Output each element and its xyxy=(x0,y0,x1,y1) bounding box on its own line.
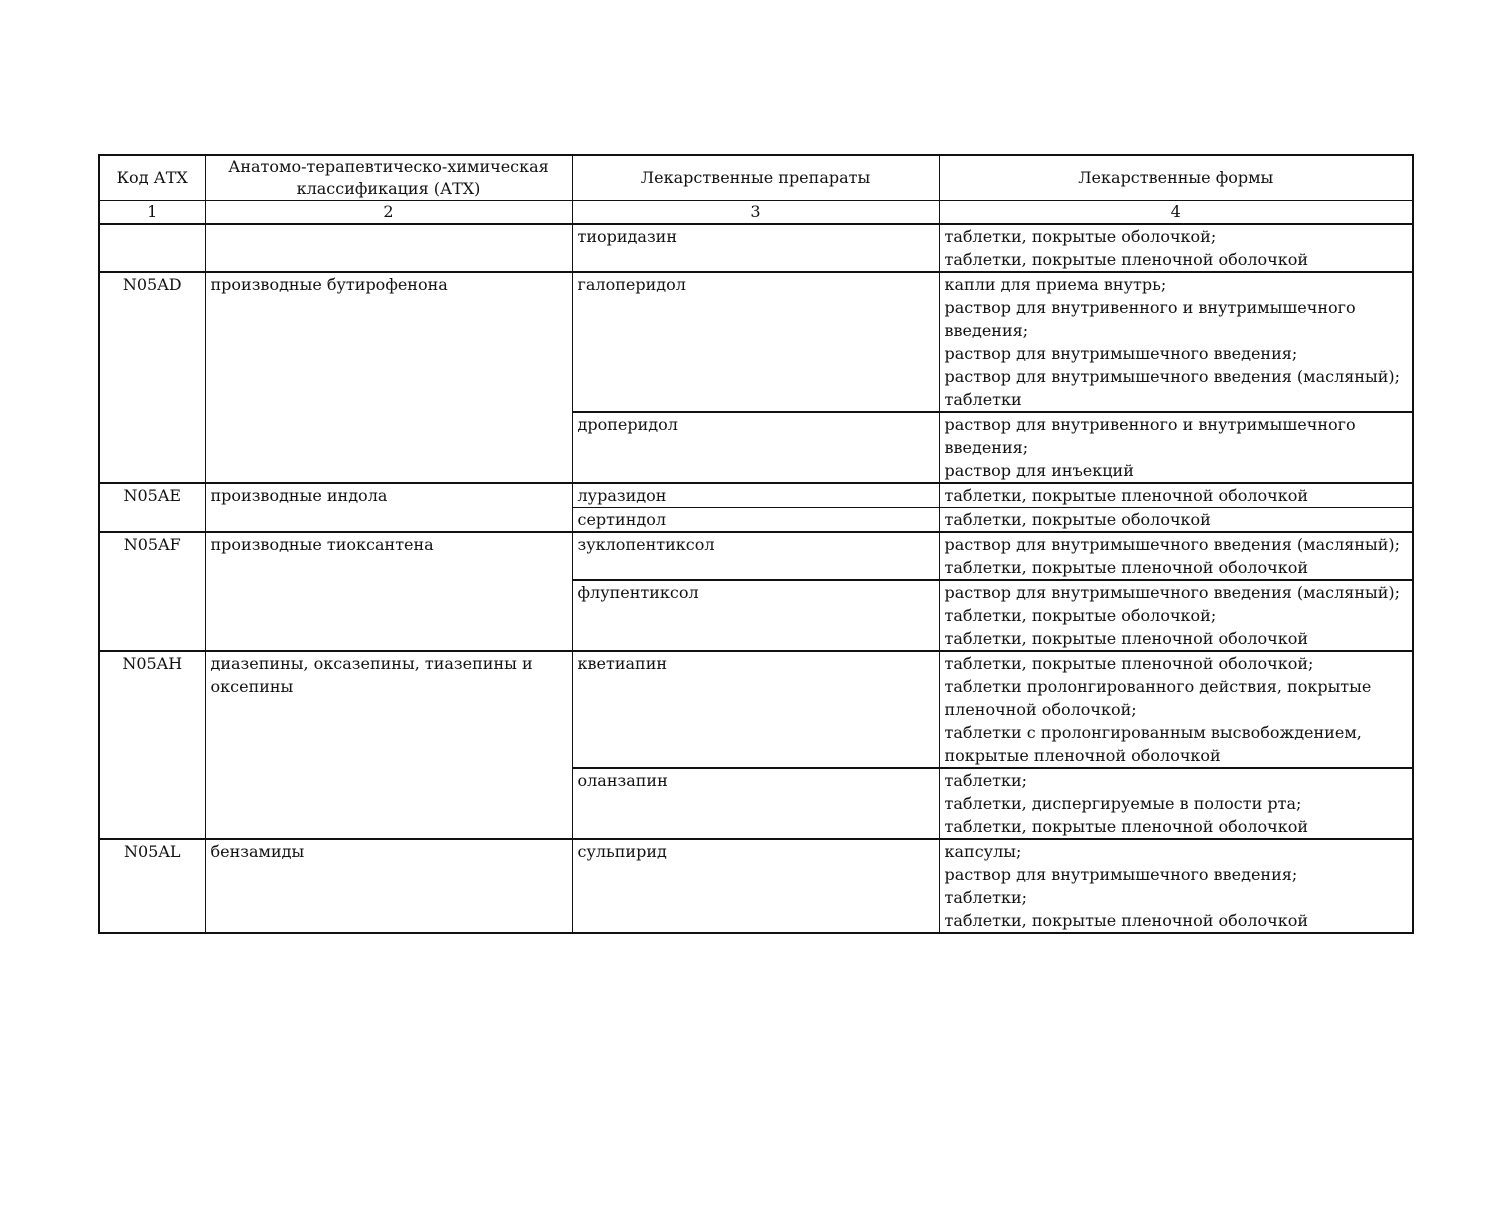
forms-cell: таблетки, покрытые оболочкой xyxy=(939,508,1413,533)
atc-drug-table xyxy=(98,154,1414,934)
table-row xyxy=(99,532,1413,580)
column-number-row xyxy=(99,201,1413,225)
atc-code-cell: N05AL xyxy=(99,839,205,933)
atc-class-cell: бензамиды xyxy=(205,839,572,933)
atc-class-cell: производные бутирофенона xyxy=(205,272,572,483)
table-row xyxy=(99,224,1413,272)
forms-cell: таблетки, покрытые пленочной оболочкой; таблетки пролонгированного действия, покрытые пленочной оболочкой; таблетки с пролонгированным высвобождением, покрытые пленочной оболочкой xyxy=(939,651,1413,768)
drug-cell: луразидон xyxy=(572,483,939,508)
forms-cell: таблетки, покрытые оболочкой; таблетки, покрытые пленочной оболочкой xyxy=(939,224,1413,272)
header-dosage-forms: Лекарственные формы xyxy=(939,155,1413,201)
forms-cell: таблетки; таблетки, диспергируемые в полости рта; таблетки, покрытые пленочной оболочкой xyxy=(939,768,1413,839)
drug-cell: тиоридазин xyxy=(572,224,939,272)
column-number: 3 xyxy=(572,201,939,225)
column-number: 1 xyxy=(99,201,205,225)
forms-cell: капсулы; раствор для внутримышечного введения; таблетки; таблетки, покрытые пленочной оболочкой xyxy=(939,839,1413,933)
forms-cell: раствор для внутривенного и внутримышечного введения; раствор для инъекций xyxy=(939,412,1413,483)
forms-cell: таблетки, покрытые пленочной оболочкой xyxy=(939,483,1413,508)
drug-cell: сульпирид xyxy=(572,839,939,933)
drug-cell: галоперидол xyxy=(572,272,939,412)
atc-class-cell xyxy=(205,224,572,272)
atc-code-cell: N05AD xyxy=(99,272,205,483)
header-atc-classification: Анатомо-терапевтическо-химическая классификация (АТХ) xyxy=(205,155,572,201)
atc-class-cell: производные индола xyxy=(205,483,572,532)
drug-cell: оланзапин xyxy=(572,768,939,839)
forms-cell: раствор для внутримышечного введения (масляный); таблетки, покрытые оболочкой; таблетки, покрытые пленочной оболочкой xyxy=(939,580,1413,651)
drug-cell: сертиндол xyxy=(572,508,939,533)
drug-cell: зуклопентиксол xyxy=(572,532,939,580)
atc-code-cell xyxy=(99,224,205,272)
table-row xyxy=(99,839,1413,933)
atc-class-cell: производные тиоксантена xyxy=(205,532,572,651)
header-atc-code: Код АТХ xyxy=(99,155,205,201)
atc-class-cell: диазепины, оксазепины, тиазепины и оксепины xyxy=(205,651,572,839)
drug-cell: кветиапин xyxy=(572,651,939,768)
drug-cell: флупентиксол xyxy=(572,580,939,651)
atc-code-cell: N05AH xyxy=(99,651,205,839)
drug-cell: дроперидол xyxy=(572,412,939,483)
table-row xyxy=(99,272,1413,412)
atc-code-cell: N05AE xyxy=(99,483,205,532)
forms-cell: капли для приема внутрь; раствор для внутривенного и внутримышечного введения; раствор для внутримышечного введения; раствор для внутримышечного введения (масляный); таблетки xyxy=(939,272,1413,412)
table-row xyxy=(99,651,1413,768)
table-row xyxy=(99,483,1413,508)
atc-code-cell: N05AF xyxy=(99,532,205,651)
column-number: 2 xyxy=(205,201,572,225)
table-header-row xyxy=(99,155,1413,201)
header-drugs: Лекарственные препараты xyxy=(572,155,939,201)
forms-cell: раствор для внутримышечного введения (масляный); таблетки, покрытые пленочной оболочкой xyxy=(939,532,1413,580)
column-number: 4 xyxy=(939,201,1413,225)
